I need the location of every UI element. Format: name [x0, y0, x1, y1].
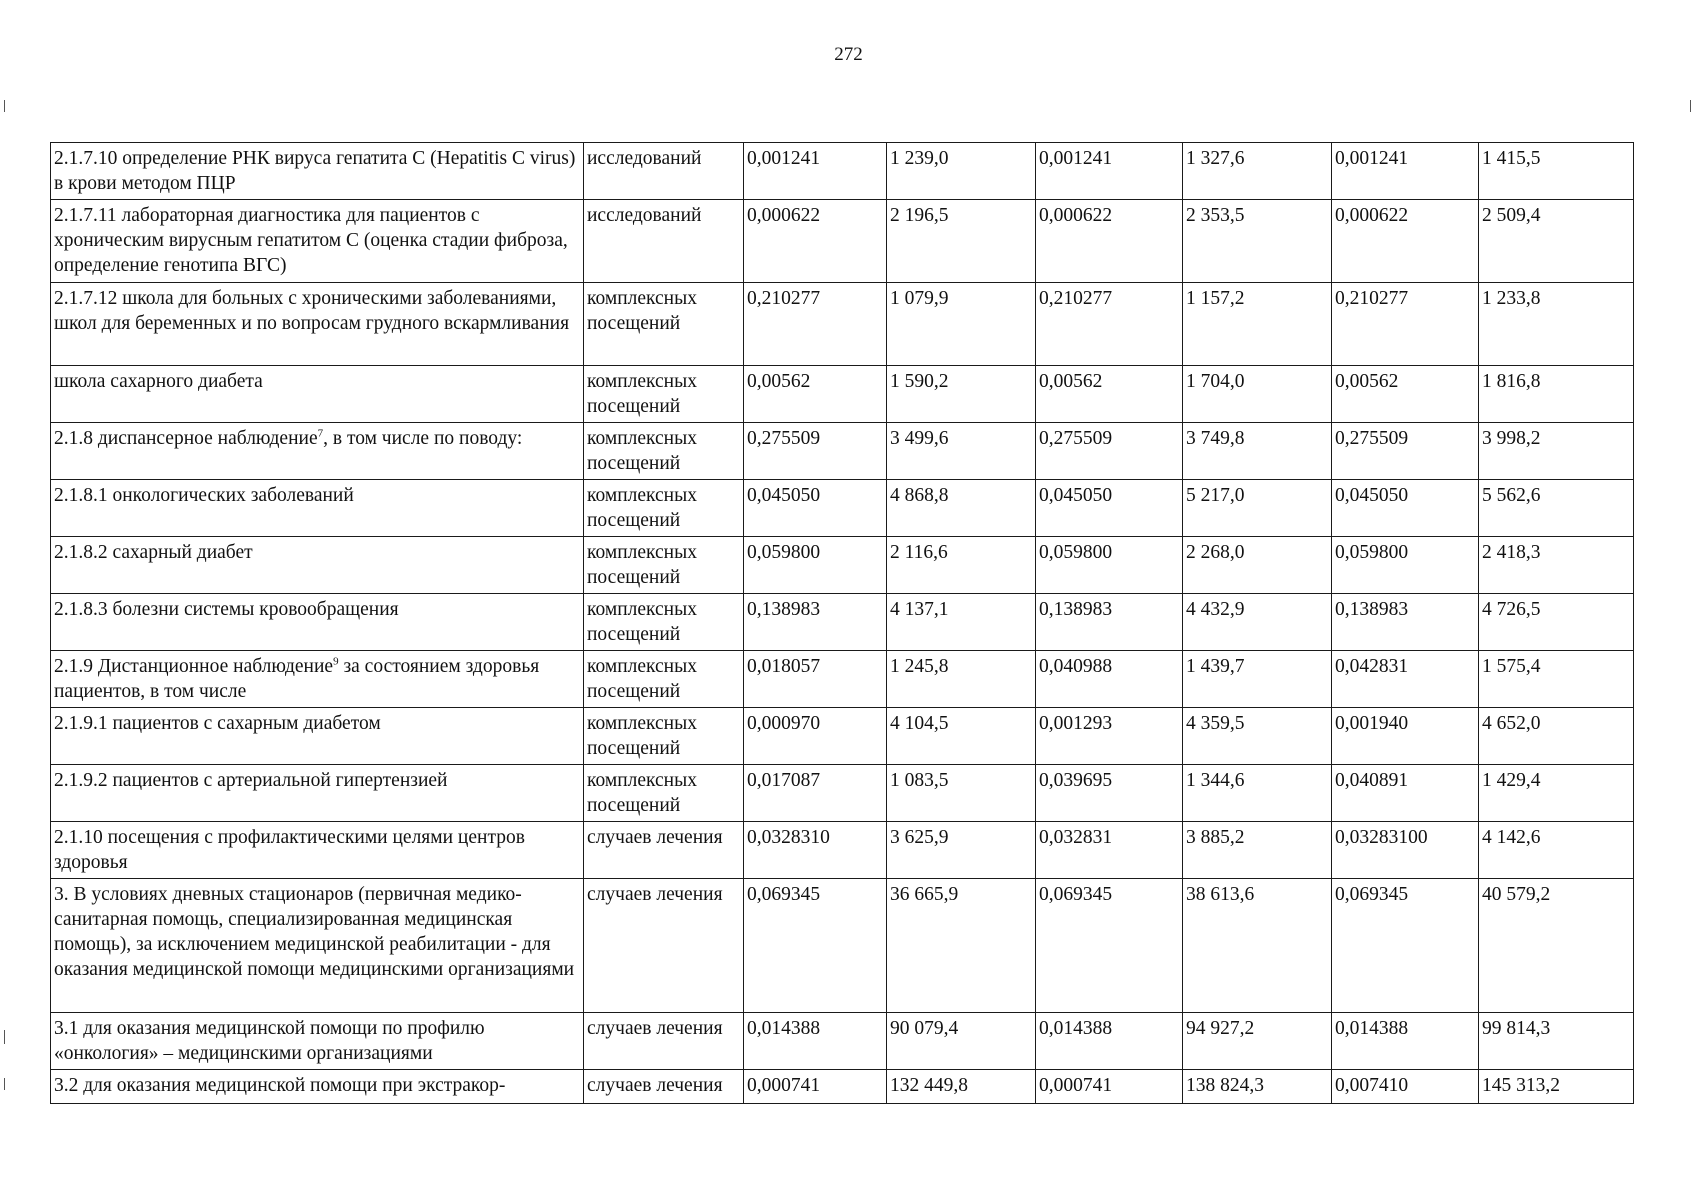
value-cell-v6: 2 509,4	[1479, 200, 1634, 283]
value-cell-v4: 38 613,6	[1183, 879, 1332, 1013]
value-cell-v6: 1 429,4	[1479, 765, 1634, 822]
value-cell-v3: 0,001241	[1036, 143, 1183, 200]
footnote-marker: 9	[333, 655, 339, 668]
table-row	[51, 143, 1634, 200]
value-cell-v2: 1 245,8	[887, 651, 1036, 708]
value-cell-v6: 4 142,6	[1479, 822, 1634, 879]
value-cell-v2: 4 104,5	[887, 708, 1036, 765]
value-cell-v5: 0,014388	[1332, 1013, 1479, 1070]
value-cell-v5: 0,000622	[1332, 200, 1479, 283]
row-name: 2.1.8.2 сахарный диабет	[54, 542, 253, 563]
unit-cell: исследований	[584, 143, 744, 200]
value-cell-v5: 0,045050	[1332, 480, 1479, 537]
value-cell-v6: 1 415,5	[1479, 143, 1634, 200]
row-name-cell	[51, 879, 584, 1013]
row-name-cell	[51, 765, 584, 822]
value-cell-v5: 0,040891	[1332, 765, 1479, 822]
table-row	[51, 822, 1634, 879]
table-row	[51, 708, 1634, 765]
unit-cell: комплексных посещений	[584, 366, 744, 423]
value-cell-v3: 0,000741	[1036, 1070, 1183, 1104]
row-name-cell	[51, 708, 584, 765]
row-name: 2.1.10 посещения с профилактическими целями центров здоровья	[54, 827, 525, 873]
unit-cell: исследований	[584, 200, 744, 283]
value-cell-v6: 99 814,3	[1479, 1013, 1634, 1070]
value-cell-v4: 3 885,2	[1183, 822, 1332, 879]
row-name-cell	[51, 143, 584, 200]
table-body	[51, 143, 1634, 1104]
table-row	[51, 651, 1634, 708]
value-cell-v4: 1 704,0	[1183, 366, 1332, 423]
value-cell-v2: 1 083,5	[887, 765, 1036, 822]
footnote-marker: 7	[317, 427, 324, 440]
value-cell-v3: 0,032831	[1036, 822, 1183, 879]
value-cell-v5: 0,210277	[1332, 283, 1479, 366]
row-name: 3.1 для оказания медицинской помощи по профилю «онкология» – медицинскими организациями	[54, 1018, 485, 1064]
table-row	[51, 765, 1634, 822]
row-name-tail: за состоянием здоровья пациентов, в том числе	[54, 656, 540, 702]
value-cell-v5: 0,069345	[1332, 879, 1479, 1013]
value-cell-v1: 0,0328310	[744, 822, 887, 879]
margin-tick	[4, 1030, 5, 1044]
row-name-cell	[51, 1070, 584, 1104]
row-name: 2.1.8.1 онкологических заболеваний	[54, 485, 354, 506]
value-cell-v1: 0,018057	[744, 651, 887, 708]
unit-cell: случаев лечения	[584, 822, 744, 879]
value-cell-v2: 2 196,5	[887, 200, 1036, 283]
value-cell-v2: 90 079,4	[887, 1013, 1036, 1070]
row-name-cell	[51, 283, 584, 366]
value-cell-v4: 1 344,6	[1183, 765, 1332, 822]
row-name: 2.1.8.3 болезни системы кровообращения	[54, 599, 399, 620]
value-cell-v4: 1 157,2	[1183, 283, 1332, 366]
unit-cell: комплексных посещений	[584, 708, 744, 765]
unit-cell: комплексных посещений	[584, 765, 744, 822]
row-name: 3.2 для оказания медицинской помощи при экстракор-	[54, 1075, 506, 1096]
value-cell-v2: 36 665,9	[887, 879, 1036, 1013]
unit-cell: комплексных посещений	[584, 423, 744, 480]
value-cell-v4: 1 439,7	[1183, 651, 1332, 708]
value-cell-v1: 0,275509	[744, 423, 887, 480]
value-cell-v4: 2 268,0	[1183, 537, 1332, 594]
value-cell-v3: 0,014388	[1036, 1013, 1183, 1070]
table-row	[51, 537, 1634, 594]
tariff-table	[50, 142, 1634, 1104]
value-cell-v4: 3 749,8	[1183, 423, 1332, 480]
value-cell-v1: 0,045050	[744, 480, 887, 537]
value-cell-v3: 0,039695	[1036, 765, 1183, 822]
value-cell-v1: 0,210277	[744, 283, 887, 366]
value-cell-v6: 1 816,8	[1479, 366, 1634, 423]
value-cell-v3: 0,000622	[1036, 200, 1183, 283]
value-cell-v4: 138 824,3	[1183, 1070, 1332, 1104]
value-cell-v4: 5 217,0	[1183, 480, 1332, 537]
table-row	[51, 594, 1634, 651]
value-cell-v4: 94 927,2	[1183, 1013, 1332, 1070]
value-cell-v5: 0,03283100	[1332, 822, 1479, 879]
value-cell-v3: 0,059800	[1036, 537, 1183, 594]
value-cell-v6: 1 233,8	[1479, 283, 1634, 366]
value-cell-v2: 4 137,1	[887, 594, 1036, 651]
value-cell-v5: 0,059800	[1332, 537, 1479, 594]
row-name-cell	[51, 480, 584, 537]
table-row	[51, 200, 1634, 283]
value-cell-v2: 1 590,2	[887, 366, 1036, 423]
value-cell-v3: 0,275509	[1036, 423, 1183, 480]
value-cell-v3: 0,040988	[1036, 651, 1183, 708]
value-cell-v1: 0,001241	[744, 143, 887, 200]
value-cell-v1: 0,000622	[744, 200, 887, 283]
row-name: 2.1.7.12 школа для больных с хроническими заболеваниями, школ для беременных и по вопросам грудного вскармливания	[54, 288, 570, 334]
table-row	[51, 1070, 1634, 1104]
value-cell-v1: 0,059800	[744, 537, 887, 594]
row-name-cell	[51, 594, 584, 651]
value-cell-v3: 0,00562	[1036, 366, 1183, 423]
row-name: 2.1.9.2 пациентов с артериальной гипертензией	[54, 770, 448, 791]
unit-cell: случаев лечения	[584, 1013, 744, 1070]
unit-cell: случаев лечения	[584, 879, 744, 1013]
value-cell-v3: 0,138983	[1036, 594, 1183, 651]
table-row	[51, 879, 1634, 1013]
unit-cell: комплексных посещений	[584, 594, 744, 651]
value-cell-v2: 3 499,6	[887, 423, 1036, 480]
value-cell-v5: 0,007410	[1332, 1070, 1479, 1104]
unit-cell: случаев лечения	[584, 1070, 744, 1104]
table-row	[51, 283, 1634, 366]
value-cell-v1: 0,069345	[744, 879, 887, 1013]
unit-cell: комплексных посещений	[584, 537, 744, 594]
value-cell-v6: 2 418,3	[1479, 537, 1634, 594]
row-name: 2.1.7.11 лабораторная диагностика для пациентов с хроническим вирусным гепатитом С (оценка стадии фиброза, определение генотипа ВГС)	[54, 205, 568, 276]
row-name-cell	[51, 366, 584, 423]
value-cell-v3: 0,069345	[1036, 879, 1183, 1013]
value-cell-v5: 0,001940	[1332, 708, 1479, 765]
value-cell-v6: 145 313,2	[1479, 1070, 1634, 1104]
value-cell-v5: 0,275509	[1332, 423, 1479, 480]
value-cell-v6: 4 726,5	[1479, 594, 1634, 651]
table-row	[51, 423, 1634, 480]
row-name-cell	[51, 822, 584, 879]
row-name-cell	[51, 423, 584, 480]
value-cell-v6: 3 998,2	[1479, 423, 1634, 480]
value-cell-v2: 1 239,0	[887, 143, 1036, 200]
row-name: 3. В условиях дневных стационаров (первичная медико-санитарная помощь, специализированная медицинская помощь), за исключением медицинской реабилитации - для оказания медицинской помощи медицинскими организациями	[54, 884, 575, 980]
row-name-cell	[51, 1013, 584, 1070]
row-name-cell	[51, 537, 584, 594]
value-cell-v5: 0,001241	[1332, 143, 1479, 200]
value-cell-v1: 0,138983	[744, 594, 887, 651]
margin-tick	[1690, 100, 1691, 112]
value-cell-v4: 4 432,9	[1183, 594, 1332, 651]
unit-cell: комплексных посещений	[584, 283, 744, 366]
row-name-cell	[51, 651, 584, 708]
table-row	[51, 366, 1634, 423]
margin-tick	[4, 1078, 5, 1090]
row-name: 2.1.9 Дистанционное наблюдение	[54, 656, 334, 677]
margin-tick	[4, 100, 5, 112]
table-row	[51, 1013, 1634, 1070]
value-cell-v1: 0,00562	[744, 366, 887, 423]
row-name: 2.1.8 диспансерное наблюдение	[54, 428, 318, 449]
unit-cell: комплексных посещений	[584, 480, 744, 537]
value-cell-v2: 4 868,8	[887, 480, 1036, 537]
value-cell-v1: 0,000741	[744, 1070, 887, 1104]
value-cell-v5: 0,138983	[1332, 594, 1479, 651]
value-cell-v2: 2 116,6	[887, 537, 1036, 594]
row-name-cell	[51, 200, 584, 283]
row-name: 2.1.7.10 определение РНК вируса гепатита С (Hepatitis C virus) в крови методом ПЦР	[54, 148, 576, 194]
value-cell-v3: 0,045050	[1036, 480, 1183, 537]
value-cell-v6: 1 575,4	[1479, 651, 1634, 708]
value-cell-v2: 132 449,8	[887, 1070, 1036, 1104]
value-cell-v2: 3 625,9	[887, 822, 1036, 879]
unit-cell: комплексных посещений	[584, 651, 744, 708]
value-cell-v5: 0,00562	[1332, 366, 1479, 423]
row-name: школа сахарного диабета	[54, 371, 263, 392]
value-cell-v5: 0,042831	[1332, 651, 1479, 708]
value-cell-v1: 0,017087	[744, 765, 887, 822]
value-cell-v3: 0,210277	[1036, 283, 1183, 366]
row-name-tail: , в том числе по поводу:	[323, 428, 523, 449]
value-cell-v4: 1 327,6	[1183, 143, 1332, 200]
value-cell-v1: 0,014388	[744, 1013, 887, 1070]
value-cell-v4: 2 353,5	[1183, 200, 1332, 283]
value-cell-v6: 5 562,6	[1479, 480, 1634, 537]
value-cell-v1: 0,000970	[744, 708, 887, 765]
value-cell-v4: 4 359,5	[1183, 708, 1332, 765]
value-cell-v3: 0,001293	[1036, 708, 1183, 765]
value-cell-v2: 1 079,9	[887, 283, 1036, 366]
page-number: 272	[834, 44, 863, 65]
table-row	[51, 480, 1634, 537]
value-cell-v6: 40 579,2	[1479, 879, 1634, 1013]
row-name: 2.1.9.1 пациентов с сахарным диабетом	[54, 713, 381, 734]
value-cell-v6: 4 652,0	[1479, 708, 1634, 765]
